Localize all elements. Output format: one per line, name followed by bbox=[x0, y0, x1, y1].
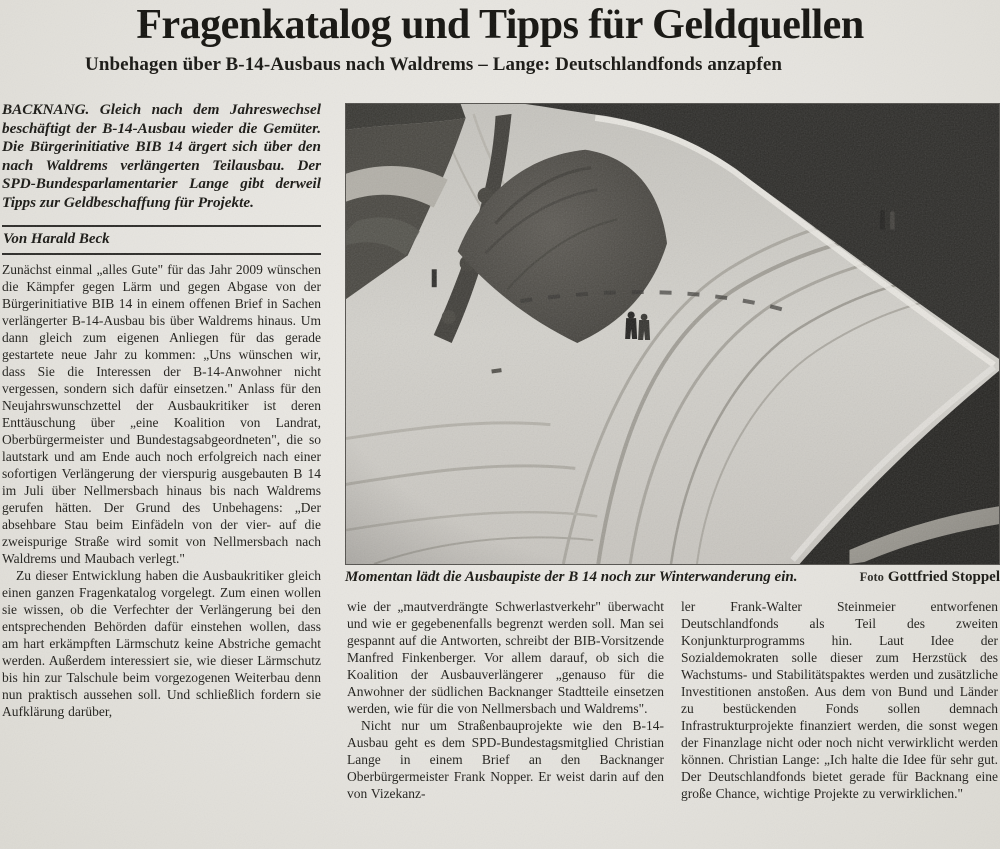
headline: Fragenkatalog und Tipps für Geldquellen bbox=[136, 2, 864, 48]
byline: Von Harald Beck bbox=[3, 231, 110, 247]
paragraph: Zu dieser Entwicklung haben die Ausbaukritiker gleich einen ganzen Fragenkatalog vorgelegt. Zum einen wollen sie wissen, ob die Verfechter der Verlängerung bei den entsprechenden Behörden dafür einstehen wollen, dass am hart erkämpften Lärmschutz keine Abstriche gemacht werden. Außerdem interessiert sie, wie dieser Lärmschutz bis hin zur Talschule beim vorgezogenen Weiterbau denn nun praktisch aussehen soll. Und schließlich fordern sie Aufklärung darüber, bbox=[2, 568, 321, 719]
caption-row bbox=[345, 568, 1000, 586]
column-3 bbox=[681, 598, 998, 802]
paragraph: ler Frank-Walter Steinmeier entworfenen Deutschlandfonds als Teil des zweiten Konjunkturprogramms hin. Laut Idee der Sozialdemokraten solle dieser zum Herzstück des Wachstums- und Stabilitätspaktes werden und zusätzliche Investitionen anstoßen. Aus dem von Bund und Länder zu bestückenden Fonds sollen demnach Infrastrukturprojekte finanziert werden, die sonst wegen der Finanzlage nicht oder noch nicht verwirklicht werden können. Christian Lange: „Ich halte die Idee für sehr gut. Der Deutschlandfonds bietet gerade für Backnang eine große Chance, wichtige Projekte zu verwirklichen." bbox=[681, 599, 998, 801]
photo-credit bbox=[860, 568, 1000, 586]
photo-illustration bbox=[346, 104, 999, 564]
column-2 bbox=[347, 598, 664, 802]
photo-grain bbox=[346, 104, 999, 564]
photo-credit-name: Gottfried Stoppel bbox=[887, 569, 1000, 585]
paragraph: wie der „mautverdrängte Schwerlastverkehr" überwacht und wie er gegebenenfalls begrenzt werden soll. Man sei gespannt auf die Antworten, schreibt der BIB-Vorsitzende Manfred Finkenberger. Vor allem darauf, ob sich die Koalition der Ausbauverlängerer „genauso für die Anwohner der südlichen Backnanger Stadtteile einsetzen werden, wie für die von Nellmersbach und Waldrems". bbox=[347, 599, 664, 716]
photo-caption: Momentan lädt die Ausbaupiste der B 14 noch zur Winterwanderung ein. bbox=[345, 569, 798, 585]
paragraph: Zunächst einmal „alles Gute" für das Jahr 2009 wünschen die Kämpfer gegen Lärm und gegen Abgase von der Bürgerinitiative BIB 14 in einem offenen Brief in Sachen verlängerter B-14-Ausbau bis über Waldrems hinaus. Um dann gleich zum eigenen Anliegen für das gerade gestartete neue Jahr zu kommen: „Uns wünschen wir, dass Sie die Interessen der B-14-Anwohner nicht vergessen, sondern sich dafür einsetzen." Anlass für den Neujahrswunschzettel der Ausbaukritiker ist deren Enttäuschung über „eine Koalition von Landrat, Oberbürgermeister und Bundestagsabgeordneten", die so lautstark und am Ende auch noch erfolgreich nach einer sofortigen Verlängerung der vierspurig ausgebauten B 14 im Juli über Nellmersbach hinaus bis nach Waldrems gerufen hätten. Der Grund des Unbehagens: „Der absehbare Stau beim Einfädeln von der vier- auf die zweispurige Straße wird somit von Nellmersbach nach Waldrems und Maubach verlegt." bbox=[2, 262, 321, 566]
column-1 bbox=[2, 101, 321, 720]
lead-paragraph: BACKNANG. Gleich nach dem Jahreswechsel beschäftigt der B-14-Ausbau wieder die Gemüter. Die Bürgerinitiative BIB 14 ärgert sich über den nach Waldrems verlängerten Teilausbau. Der SPD-Bundesparlamentarier Lange gibt derweil Tipps zur Geldbeschaffung für Projekte. bbox=[2, 101, 321, 211]
byline-box bbox=[2, 225, 321, 255]
article-photo bbox=[345, 103, 1000, 565]
subheadline: Unbehagen über B-14-Ausbaus nach Waldrems – Lange: Deutschlandfonds anzapfen bbox=[85, 54, 783, 75]
paragraph: Nicht nur um Straßenbauprojekte wie den B-14-Ausbau geht es dem SPD-Bundestagsmitglied Christian Lange in einem Brief an den Backnanger Oberbürgermeister Frank Nopper. Er weist darin auf den von Vizekanz- bbox=[347, 718, 664, 801]
photo-credit-label: Foto bbox=[859, 570, 884, 584]
